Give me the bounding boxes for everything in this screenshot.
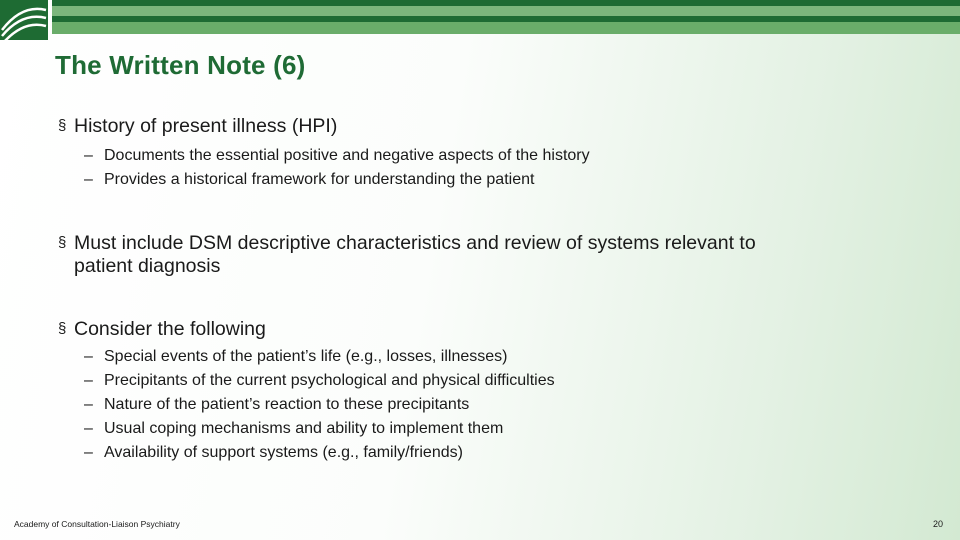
bullet-icon: §: [58, 117, 67, 134]
footer-organization: Academy of Consultation-Liaison Psychiatry: [14, 519, 180, 529]
dash-icon: –: [84, 396, 93, 413]
sub-bullet-item: [58, 417, 918, 441]
dash-icon: –: [84, 444, 93, 461]
sub-bullet-text: Usual coping mechanisms and ability to implement them: [104, 420, 504, 437]
sub-bullet-text: Nature of the patient’s reaction to these precipitants: [104, 396, 470, 413]
sub-bullet-item: [58, 144, 918, 168]
sub-bullet-item: [58, 393, 918, 417]
slide-title: The Written Note (6): [55, 50, 306, 80]
logo: [0, 0, 48, 40]
sub-bullet-item: [58, 369, 918, 393]
dash-icon: –: [84, 348, 93, 365]
sub-bullet-text: Availability of support systems (e.g., family/friends): [104, 444, 463, 461]
page-number: 20: [932, 519, 943, 529]
sub-bullet-item: [58, 345, 918, 369]
header-band: [0, 0, 960, 40]
bullet-text: History of present illness (HPI): [74, 115, 338, 137]
sub-bullet-item: [58, 168, 918, 192]
bullet-item: [58, 232, 918, 278]
sub-bullet-item: [58, 441, 918, 465]
dash-icon: –: [84, 147, 93, 164]
bullet-icon: §: [58, 234, 67, 251]
bullet-item: [58, 318, 918, 341]
logo-arcs-icon: [0, 0, 48, 40]
bullet-text: Must include DSM descriptive characteristics and review of systems relevant to: [74, 232, 756, 254]
bullet-text: Consider the following: [74, 318, 266, 340]
dash-icon: –: [84, 420, 93, 437]
sub-bullet-text: Special events of the patient’s life (e.g., losses, illnesses): [104, 348, 508, 365]
bullet-text-continued: patient diagnosis: [74, 255, 221, 277]
header-bar: [52, 22, 960, 34]
dash-icon: –: [84, 372, 93, 389]
sub-bullet-text: Documents the essential positive and negative aspects of the history: [104, 147, 590, 164]
sub-bullet-text: Provides a historical framework for understanding the patient: [104, 171, 535, 188]
bullet-icon: §: [58, 320, 67, 337]
bullet-item: [58, 115, 918, 138]
slide-body: [58, 115, 918, 465]
sub-bullet-text: Precipitants of the current psychological and physical difficulties: [104, 372, 555, 389]
dash-icon: –: [84, 171, 93, 188]
header-bar: [52, 6, 960, 16]
